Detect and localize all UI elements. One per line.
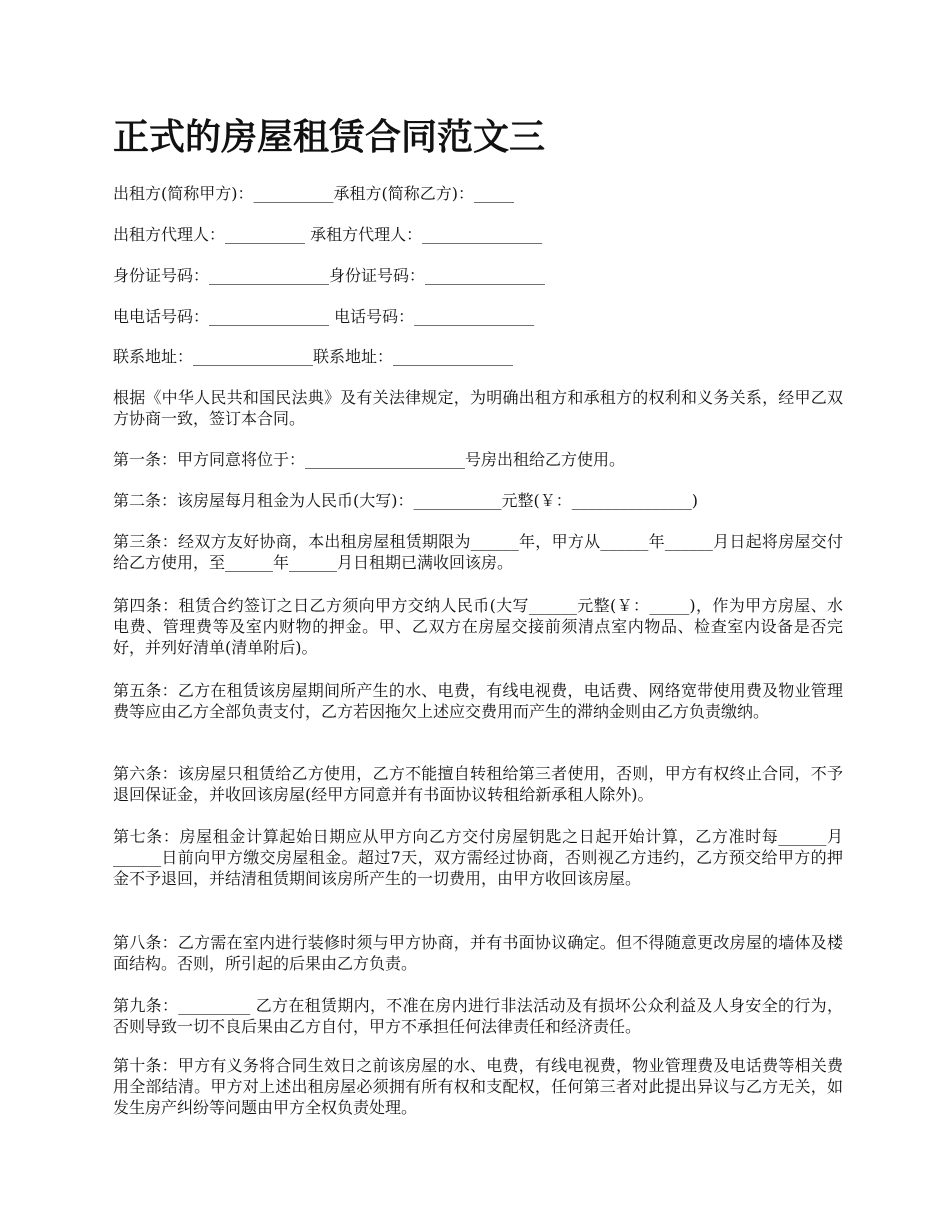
article-2: 第二条：该房屋每月租金为人民币(大写)：___________元整(￥：_______________)	[113, 491, 698, 510]
article-7: 第七条：房屋租金计算起始日期应从甲方向乙方交付房屋钥匙之日起开始计算，乙方准时每______月______日前向甲方缴交房屋租金。超过7天，双方需经过协商，否则视乙方违约，乙方预交给甲方的押金不予退回，并结清租赁期间该房所产生的一切费用，由甲方收回该房屋。	[113, 827, 843, 888]
article-10: 第十条：甲方有义务将合同生效日之前该房屋的水、电费，有线电视费，物业管理费及电话费等相关费用全部结清。甲方对上述出租房屋必须拥有所有权和支配权，任何第三者对此提出异议与乙方无关，如发生房产纠纷等问题由甲方全权负责处理。	[113, 1056, 843, 1117]
article-6: 第六条：该房屋只租赁给乙方使用，乙方不能擅自转租给第三者使用，否则，甲方有权终止合同，不予退回保证金，并收回该房屋(经甲方同意并有书面协议转租给新承租人除外)。	[113, 764, 843, 804]
party-names-line: 出租方(简称甲方)：__________承租方(简称乙方)：_____	[113, 184, 514, 203]
article-9: 第九条：_________ 乙方在租赁期内，不准在房内进行非法活动及有损坏公众利益及人身安全的行为，否则导致一切不良后果由乙方自付，甲方不承担任何法律责任和经济责任。	[113, 996, 843, 1036]
article-4: 第四条：租赁合约签订之日乙方须向甲方交纳人民币(大写______元整(￥：_____)，作为甲方房屋、水电费、管理费等及室内财物的押金。甲、乙双方在房屋交接前须清点室内物品、检查室内设备是否完好，并列好清单(清单附后)。	[113, 596, 843, 657]
address-line: 联系地址：_______________联系地址：_______________	[113, 347, 514, 366]
article-8: 第八条：乙方需在室内进行装修时须与甲方协商，并有书面协议确定。但不得随意更改房屋的墙体及楼面结构。否则，所引起的后果由乙方负责。	[113, 933, 843, 973]
phone-number-line: 电电话号码：_______________ 电话号码：_______________	[113, 307, 535, 326]
article-5: 第五条：乙方在租赁该房屋期间所产生的水、电费，有线电视费，电话费、网络宽带使用费及物业管理费等应由乙方全部负责支付，乙方若因拖欠上述应交费用而产生的滞纳金则由乙方负责缴纳。	[113, 681, 843, 721]
id-number-line: 身份证号码：_______________身份证号码：_______________	[113, 266, 546, 285]
agents-line: 出租方代理人：__________ 承租方代理人：_______________	[113, 225, 543, 244]
document-title: 正式的房屋租赁合同范文三	[113, 116, 546, 158]
article-1: 第一条：甲方同意将位于：____________________号房出租给乙方使用。	[113, 450, 626, 469]
article-3: 第三条：经双方友好协商，本出租房屋租赁期限为______年，甲方从______年______月日起将房屋交付给乙方使用，至______年______月日租期已满收回该房。	[113, 532, 843, 572]
preamble-paragraph: 根据《中华人民共和国民法典》及有关法律规定，为明确出租方和承租方的权利和义务关系，经甲乙双方协商一致，签订本合同。	[113, 388, 843, 428]
